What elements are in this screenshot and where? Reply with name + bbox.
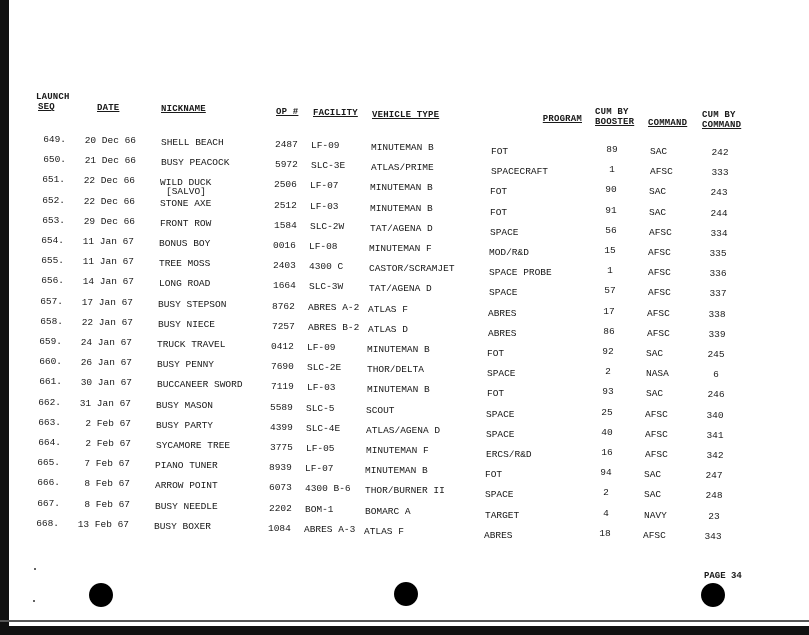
cell-booster: 18	[599, 527, 611, 539]
header-program: PROGRAM	[542, 114, 582, 124]
cell-seq: 665.	[37, 457, 60, 469]
cell-op: 7690	[271, 361, 294, 373]
cell-program: SPACE	[485, 489, 514, 501]
cell-cum-cmd: 340	[706, 409, 724, 421]
cell-nickname: BUSY BOXER	[154, 520, 212, 532]
page-edge-line	[0, 620, 809, 622]
cell-vehicle: ATLAS/AGENA D	[366, 424, 441, 436]
cell-seq: 667.	[37, 497, 60, 509]
cell-op: 0412	[271, 341, 294, 352]
header-command-2: COMMAND	[702, 120, 742, 130]
cell-nickname: BUSY PENNY	[157, 359, 215, 371]
header-facility: FACILITY	[313, 108, 358, 118]
cell-booster: 40	[601, 426, 613, 438]
cell-cum-cmd: 336	[709, 268, 727, 280]
cell-op: 3775	[270, 442, 293, 453]
cell-seq: 668.	[36, 517, 59, 529]
cell-seq: 660.	[39, 356, 62, 368]
cell-command: SAC	[650, 146, 668, 157]
cell-date: 8 Feb 67	[84, 478, 130, 490]
cell-command: SAC	[649, 186, 667, 198]
cell-facility: LF-09	[307, 342, 336, 353]
cell-nickname: BUSY PARTY	[156, 419, 214, 431]
cell-date: 14 Jan 67	[82, 276, 134, 288]
cell-vehicle: ATLAS/PRIME	[371, 162, 434, 174]
cell-vehicle: THOR/DELTA	[367, 364, 425, 376]
cell-seq: 662.	[38, 396, 61, 408]
cell-date: 7 Feb 67	[84, 458, 130, 470]
cell-command: NASA	[646, 368, 669, 380]
cell-date: 20 Dec 66	[84, 135, 136, 146]
cell-vehicle: MINUTEMAN B	[371, 142, 434, 153]
cell-booster: 93	[602, 386, 614, 398]
header-cum-by-booster-1: CUM BY	[595, 107, 629, 117]
header-op: OP #	[276, 107, 299, 117]
cell-program: ABRES	[488, 307, 517, 319]
cell-facility: LF-05	[306, 443, 335, 454]
cell-op: 4399	[270, 421, 293, 433]
punch-hole-left	[89, 583, 113, 607]
header-date: DATE	[97, 103, 120, 113]
cell-program: SPACE	[487, 368, 516, 380]
cell-program: ABRES	[488, 327, 517, 339]
cell-facility: ABRES A-3	[304, 523, 356, 535]
cell-nickname: TREE MOSS	[159, 258, 211, 270]
cell-command: AFSC	[645, 449, 668, 460]
cell-booster: 17	[603, 305, 615, 317]
cell-cum-cmd: 343	[704, 530, 722, 542]
cell-date: 8 Feb 67	[84, 498, 130, 510]
cell-vehicle: SCOUT	[366, 404, 395, 416]
cell-seq: 650.	[43, 154, 66, 166]
cell-program: FOT	[490, 186, 508, 198]
cell-date: 22 Dec 66	[83, 195, 135, 207]
cell-cum-cmd: 333	[711, 167, 729, 179]
header-command: COMMAND	[648, 118, 688, 128]
scan-speck	[33, 600, 35, 602]
cell-date: 2 Feb 67	[85, 417, 131, 429]
cell-facility: SLC-5	[306, 402, 335, 414]
cell-nickname: TRUCK TRAVEL	[157, 339, 226, 350]
cell-facility: LF-03	[307, 382, 336, 394]
cell-nickname: ARROW POINT	[155, 480, 218, 492]
cell-facility: SLC-2W	[310, 220, 345, 232]
cell-op: 7119	[271, 381, 294, 393]
cell-vehicle: MINUTEMAN B	[365, 465, 428, 477]
cell-date: 2 Feb 67	[85, 438, 131, 449]
cell-date: 31 Jan 67	[79, 397, 131, 409]
page-edge-bottom	[0, 626, 809, 635]
header-seq: SEQ	[38, 102, 55, 112]
cell-nickname: SHELL BEACH	[161, 137, 224, 148]
cell-command: SAC	[644, 469, 662, 481]
cell-seq: 666.	[37, 477, 60, 489]
cell-program: SPACE	[490, 226, 519, 238]
cell-booster: 1	[609, 164, 615, 176]
cell-facility: LF-07	[310, 180, 339, 192]
cell-command: AFSC	[649, 226, 672, 238]
cell-facility: SLC-4E	[306, 422, 341, 434]
cell-vehicle: MINUTEMAN B	[367, 384, 430, 396]
cell-program: FOT	[490, 206, 508, 218]
cell-command: SAC	[644, 489, 662, 501]
cell-seq: 659.	[39, 336, 62, 347]
cell-op: 2512	[274, 199, 297, 211]
cell-booster: 1	[607, 265, 613, 277]
header-launch: LAUNCH	[36, 92, 70, 102]
cell-booster: 57	[604, 285, 616, 297]
cell-op: 6073	[269, 482, 292, 494]
cell-seq: 649.	[43, 134, 66, 145]
cell-nickname: BUSY PEACOCK	[161, 157, 230, 169]
cell-date: 17 Jan 67	[81, 296, 133, 308]
cell-cum-cmd: 338	[708, 308, 726, 320]
cell-cum-cmd: 242	[711, 147, 729, 158]
cell-facility: SLC-3E	[311, 160, 346, 172]
cell-facility: SLC-2E	[307, 362, 342, 374]
cell-booster: 89	[606, 144, 618, 155]
cell-seq: 653.	[42, 214, 65, 226]
cell-nickname: WILD DUCK	[160, 177, 212, 189]
cell-command: AFSC	[647, 307, 670, 319]
cell-booster: 86	[603, 325, 615, 337]
page-edge-left	[0, 0, 9, 635]
cell-nickname: STONE AXE	[160, 197, 212, 209]
cell-vehicle: TAT/AGENA D	[370, 222, 433, 234]
cell-booster: 4	[603, 507, 609, 519]
cell-seq: 661.	[39, 376, 62, 388]
cell-date: 29 Dec 66	[83, 215, 135, 227]
cell-booster: 94	[600, 467, 612, 479]
cell-vehicle: MINUTEMAN F	[366, 445, 429, 456]
cell-facility: LF-07	[305, 463, 334, 475]
cell-vehicle: MINUTEMAN B	[370, 202, 433, 214]
cell-op: 1664	[273, 280, 296, 292]
cell-cum-cmd: 335	[709, 248, 727, 259]
cell-vehicle: CASTOR/SCRAMJET	[369, 263, 455, 275]
cell-cum-cmd: 334	[710, 227, 728, 239]
cell-booster: 2	[603, 487, 609, 499]
cell-date: 30 Jan 67	[80, 377, 132, 389]
page-number: PAGE 34	[704, 571, 742, 581]
cell-vehicle: ATLAS F	[364, 525, 404, 537]
cell-vehicle: THOR/BURNER II	[365, 485, 445, 497]
cell-program: FOT	[491, 146, 509, 157]
cell-seq: 651.	[42, 174, 65, 186]
cell-vehicle: BOMARC A	[365, 505, 411, 517]
scan-speck	[34, 568, 36, 570]
cell-cum-cmd: 341	[706, 429, 724, 441]
cell-op: 5972	[275, 159, 298, 171]
cell-op: 5589	[270, 401, 293, 413]
cell-program: FOT	[487, 388, 505, 400]
cell-seq: 657.	[40, 295, 63, 307]
cell-date: 11 Jan 67	[82, 236, 134, 247]
cell-op: 1584	[274, 219, 297, 231]
cell-program: SPACE	[486, 428, 515, 440]
cell-facility: ABRES B-2	[308, 321, 360, 333]
cell-facility: ABRES A-2	[308, 301, 360, 313]
cell-date: 24 Jan 67	[80, 337, 132, 348]
cell-command: AFSC	[643, 529, 666, 541]
cell-cum-cmd: 247	[705, 470, 723, 482]
cell-program: ERCS/R&D	[486, 449, 532, 460]
cell-op: 7257	[272, 320, 295, 332]
cell-program: ABRES	[484, 529, 513, 541]
cell-vehicle: MINUTEMAN B	[370, 182, 433, 194]
cell-nickname: BUSY MASON	[156, 399, 214, 411]
header-booster: BOOSTER	[595, 117, 635, 127]
cell-seq: 663.	[38, 416, 61, 428]
cell-command: AFSC	[648, 267, 671, 279]
cell-program: FOT	[487, 348, 505, 359]
cell-booster: 25	[601, 406, 613, 418]
cell-cum-cmd: 248	[705, 490, 723, 502]
cell-command: AFSC	[650, 166, 673, 178]
cell-seq: 654.	[41, 235, 64, 246]
cell-op: 2403	[273, 260, 296, 272]
cell-program: FOT	[485, 469, 503, 481]
cell-op: 1084	[268, 522, 291, 534]
cell-vehicle: TAT/AGENA D	[369, 283, 432, 295]
cell-nickname: BUCCANEER SWORD	[157, 379, 243, 391]
cell-nickname: PIANO TUNER	[155, 460, 218, 472]
cell-program: SPACE	[486, 408, 515, 420]
header-vehicle-type: VEHICLE TYPE	[372, 110, 440, 120]
cell-facility: LF-03	[310, 200, 339, 212]
cell-booster: 92	[602, 346, 614, 357]
cell-command: SAC	[646, 348, 664, 359]
cell-facility: BOM-1	[305, 503, 334, 515]
cell-cum-cmd: 245	[707, 349, 725, 360]
cell-program: TARGET	[485, 509, 520, 521]
cell-cum-cmd: 244	[710, 207, 728, 219]
cell-op: 8939	[269, 462, 292, 474]
cell-cum-cmd: 246	[707, 389, 725, 401]
punch-hole-right	[701, 583, 725, 607]
cell-op: 2506	[274, 179, 297, 191]
cell-seq: 652.	[42, 194, 65, 206]
cell-date: 22 Dec 66	[83, 175, 135, 187]
cell-date: 22 Jan 67	[81, 316, 133, 328]
cell-facility: 4300 B-6	[305, 483, 351, 495]
cell-command: AFSC	[648, 287, 671, 299]
header-cum-by-command-1: CUM BY	[702, 110, 736, 120]
cell-nickname: BUSY NEEDLE	[155, 500, 218, 512]
cell-booster: 90	[605, 184, 617, 196]
cell-nickname: SYCAMORE TREE	[156, 440, 231, 451]
cell-nickname: LONG ROAD	[159, 278, 211, 290]
cell-nickname: BUSY NIECE	[158, 318, 216, 330]
cell-booster: 15	[604, 245, 616, 256]
cell-nickname: FRONT ROW	[160, 217, 212, 229]
cell-command: AFSC	[645, 428, 668, 440]
cell-command: AFSC	[645, 408, 668, 420]
cell-command: SAC	[646, 388, 664, 400]
cell-cum-cmd: 23	[708, 510, 720, 522]
cell-op: 2487	[275, 139, 298, 150]
cell-vehicle: ATLAS D	[368, 323, 408, 335]
cell-vehicle: MINUTEMAN F	[369, 243, 432, 254]
cell-seq: 664.	[38, 437, 61, 448]
cell-date: 11 Jan 67	[82, 256, 134, 268]
cell-command: AFSC	[647, 327, 670, 339]
cell-op: 0016	[273, 240, 296, 251]
cell-facility: LF-09	[311, 140, 340, 151]
cell-seq: 655.	[41, 255, 64, 267]
cell-facility: SLC-3W	[309, 281, 344, 293]
cell-facility: 4300 C	[309, 261, 344, 273]
cell-vehicle: ATLAS F	[368, 303, 408, 315]
punch-hole-center	[394, 582, 418, 606]
cell-vehicle: MINUTEMAN B	[367, 344, 430, 355]
cell-nickname-note: [SALVO]	[166, 186, 206, 198]
cell-seq: 656.	[41, 275, 64, 287]
cell-facility: LF-08	[309, 241, 338, 252]
cell-seq: 658.	[40, 315, 63, 327]
cell-cum-cmd: 342	[706, 450, 724, 461]
cell-program: MOD/R&D	[489, 247, 529, 258]
cell-command: NAVY	[644, 509, 667, 521]
cell-date: 26 Jan 67	[80, 357, 132, 369]
cell-op: 2202	[269, 502, 292, 514]
cell-op: 8762	[272, 300, 295, 312]
cell-date: 13 Feb 67	[77, 518, 129, 530]
cell-date: 21 Dec 66	[84, 155, 136, 167]
cell-program: SPACE	[489, 287, 518, 299]
cell-nickname: BONUS BOY	[159, 238, 211, 249]
cell-program: SPACE PROBE	[489, 267, 552, 279]
cell-program: SPACECRAFT	[491, 166, 549, 178]
cell-command: SAC	[649, 206, 667, 218]
cell-cum-cmd: 337	[709, 288, 727, 300]
cell-cum-cmd: 243	[710, 187, 728, 199]
cell-booster: 56	[605, 224, 617, 236]
cell-cum-cmd: 6	[713, 369, 719, 381]
cell-booster: 91	[605, 204, 617, 216]
cell-booster: 2	[605, 366, 611, 378]
header-nickname: NICKNAME	[161, 104, 206, 114]
cell-nickname: BUSY STEPSON	[158, 298, 227, 310]
cell-booster: 16	[601, 447, 613, 458]
cell-cum-cmd: 339	[708, 328, 726, 340]
cell-command: AFSC	[648, 247, 671, 258]
